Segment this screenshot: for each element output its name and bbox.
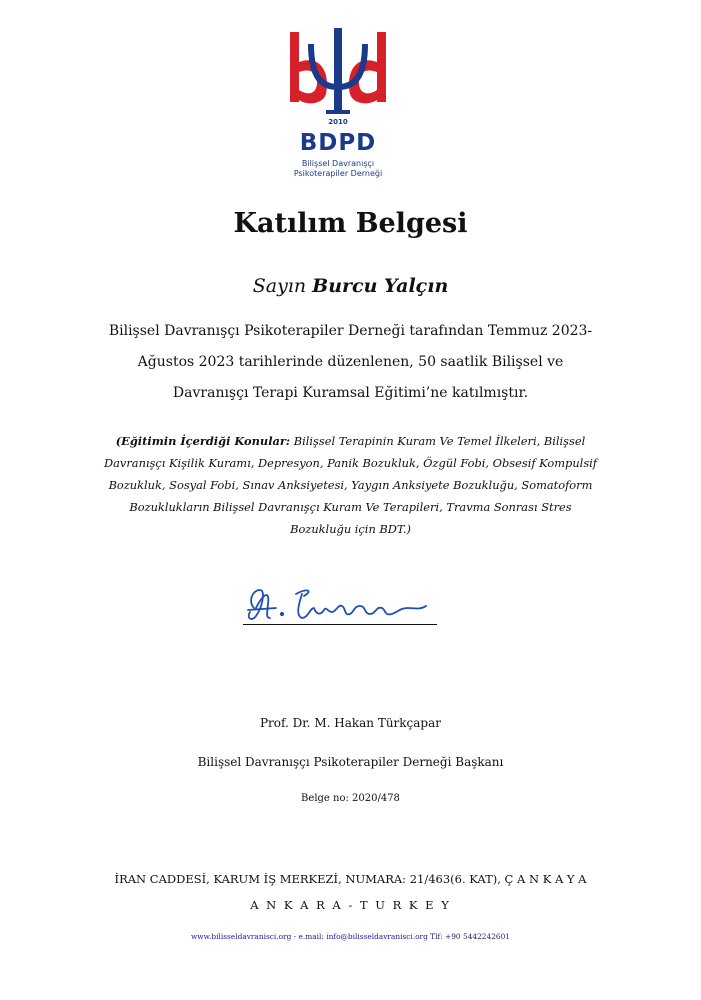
signature-icon (236, 578, 446, 628)
topics-line (44, 430, 657, 452)
training-topics (44, 430, 657, 540)
recipient-salutation (0, 275, 701, 297)
signer-name: Prof. Dr. M. Hakan Türkçapar (259, 716, 442, 730)
contact-line (0, 932, 701, 941)
body-line: Bilişsel Davranışçı Psikoterapiler Derneği tarafından Temmuz 2023- (108, 323, 593, 339)
certificate-number: Belge no: 2020/478 (301, 793, 400, 804)
logo-abbreviation: BDPD (299, 130, 377, 156)
topics-line: Bozukluk, Sosyal Fobi, Sınav Anksiyetesi, Yaygın Anksiyete Bozukluğu, Somatoform (108, 478, 593, 492)
signer-role: Bilişsel Davranışçı Psikoterapiler Derneği Başkanı (197, 755, 504, 769)
certificate-body (40, 316, 661, 409)
recipient-name: Burcu Yalçın (312, 275, 449, 297)
email-label: - e.mail: (293, 932, 324, 941)
bdpd-logo (268, 24, 408, 192)
certificate-title: Katılım Belgesi (233, 208, 468, 239)
logo-name-line: Bilişsel Davranışçı (301, 159, 375, 168)
body-line: Davranışçı Terapi Kuramsal Eğitimi’ne katılmıştır. (172, 385, 529, 401)
logo-organization-name (268, 159, 408, 179)
address-city-line: A N K A R A - T U R K E Y (250, 898, 451, 912)
salutation-prefix: Sayın (252, 275, 307, 297)
topics-first-line: Bilişsel Terapinin Kuram Ve Temel İlkeleri, Bilişsel (293, 434, 586, 448)
logo-year: 2010 (328, 118, 348, 126)
signature-line (243, 624, 437, 625)
logo-name-line: Psikoterapiler Derneği (293, 169, 383, 178)
phone-number: Tlf: +90 5442242601 (430, 932, 511, 941)
email-link[interactable]: info@bilisseldavranisci.org (326, 932, 428, 941)
website-link[interactable]: www.bilisseldavranisci.org (190, 932, 292, 941)
address-line: İRAN CADDESİ, KARUM İŞ MERKEZİ, NUMARA: 21/463(6. KAT), Ç A N K A Y A (114, 872, 587, 886)
psi-emblem-icon (268, 24, 408, 120)
topics-line: Bozukluğu için BDT.) (290, 522, 411, 536)
topics-line: Bozuklukların Bilişsel Davranışçı Kuram Ve Terapileri, Travma Sonrası Stres (129, 500, 572, 514)
handwritten-signature (236, 578, 446, 628)
topics-line: Davranışçı Kişilik Kuramı, Depresyon, Panik Bozukluk, Özgül Fobi, Obsesif Kompulsif (103, 456, 598, 470)
body-line: Ağustos 2023 tarihlerinde düzenlenen, 50 saatlik Bilişsel ve (137, 354, 564, 370)
topics-label: (Eğitimin İçerdiği Konular: (115, 434, 291, 448)
